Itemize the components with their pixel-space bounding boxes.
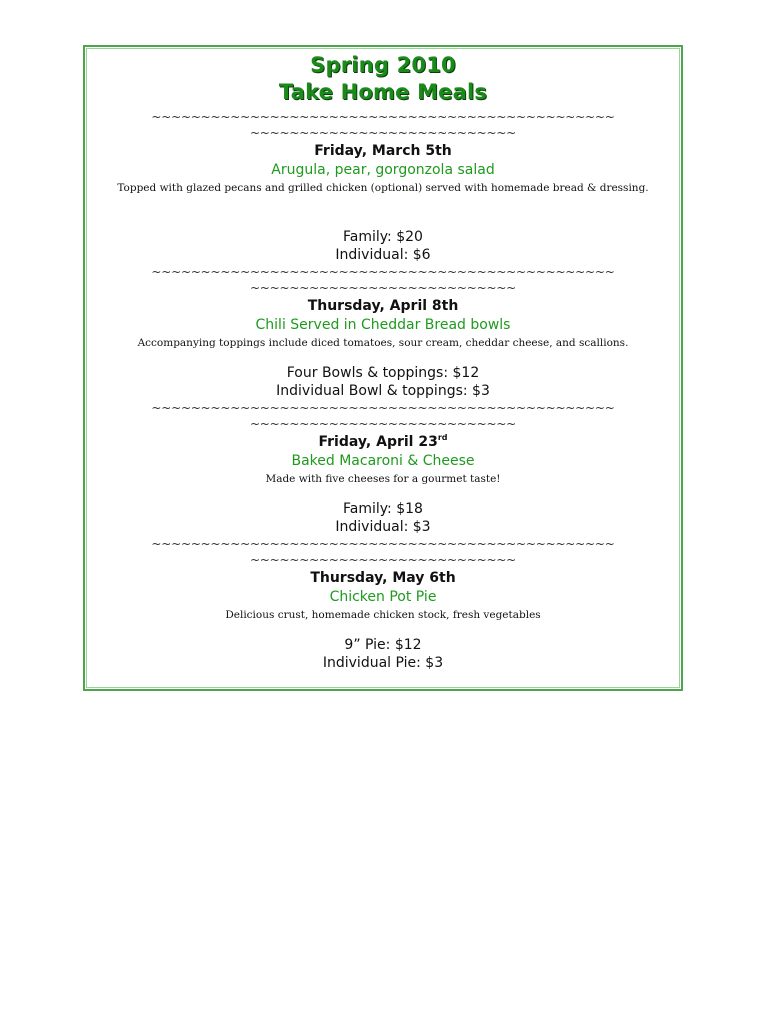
meal-description: Topped with glazed pecans and grilled chicken (optional) served with homemade bread & dressing. — [117, 182, 649, 194]
meal-section-1 — [85, 142, 681, 264]
title-heading: Take Home Meals — [278, 80, 488, 104]
meal-section-4 — [85, 569, 681, 672]
divider-short: ~~~~~~~~~~~~~~~~~~~~~~~~~~~ — [249, 281, 517, 295]
meal-dish: Arugula, pear, gorgonzola salad — [271, 162, 495, 178]
meal-date-text: Friday, April 23 — [318, 434, 438, 450]
page-title — [85, 52, 681, 106]
meal-description: Delicious crust, homemade chicken stock, fresh vegetables — [225, 609, 541, 621]
divider — [85, 400, 681, 432]
meal-date: Friday, March 5th — [314, 143, 452, 159]
meal-prices — [85, 500, 681, 536]
divider-long: ~~~~~~~~~~~~~~~~~~~~~~~~~~~~~~~~~~~~~~~~~~~~~~~ — [151, 537, 615, 551]
meal-price-individual: Individual: $3 — [335, 519, 431, 535]
meal-dish: Baked Macaroni & Cheese — [291, 453, 475, 469]
meal-description: Made with five cheeses for a gourmet taste! — [265, 473, 501, 485]
meal-prices — [85, 636, 681, 672]
meal-price-primary: Four Bowls & toppings: $12 — [286, 365, 480, 381]
divider-long: ~~~~~~~~~~~~~~~~~~~~~~~~~~~~~~~~~~~~~~~~~~~~~~~ — [151, 110, 615, 124]
meal-price-individual: Individual: $6 — [335, 247, 431, 263]
divider-short: ~~~~~~~~~~~~~~~~~~~~~~~~~~~ — [249, 126, 517, 140]
divider — [85, 536, 681, 568]
meal-price-individual: Individual Bowl & toppings: $3 — [276, 383, 490, 399]
meal-price-primary: Family: $18 — [343, 501, 423, 517]
menu-flyer — [83, 45, 683, 691]
meal-prices — [85, 364, 681, 400]
meal-dish: Chili Served in Cheddar Bread bowls — [255, 317, 511, 333]
title-season: Spring 2010 — [310, 53, 456, 77]
meal-price-primary: Family: $20 — [343, 229, 423, 245]
meal-section-3 — [85, 433, 681, 536]
meal-prices — [85, 228, 681, 264]
divider — [85, 264, 681, 296]
divider-short: ~~~~~~~~~~~~~~~~~~~~~~~~~~~ — [249, 553, 517, 567]
divider-long: ~~~~~~~~~~~~~~~~~~~~~~~~~~~~~~~~~~~~~~~~~~~~~~~ — [151, 265, 615, 279]
meal-dish: Chicken Pot Pie — [329, 589, 437, 605]
divider-long: ~~~~~~~~~~~~~~~~~~~~~~~~~~~~~~~~~~~~~~~~~~~~~~~ — [151, 401, 615, 415]
meal-date-ordinal: rd — [437, 433, 448, 442]
meal-date — [85, 433, 681, 452]
meal-section-2 — [85, 297, 681, 400]
meal-description: Accompanying toppings include diced tomatoes, sour cream, cheddar cheese, and scallions. — [137, 337, 629, 349]
meal-date: Thursday, May 6th — [310, 570, 456, 586]
meal-date: Thursday, April 8th — [307, 298, 459, 314]
meal-price-primary: 9” Pie: $12 — [344, 637, 422, 653]
meal-price-individual: Individual Pie: $3 — [322, 655, 444, 671]
divider-short: ~~~~~~~~~~~~~~~~~~~~~~~~~~~ — [249, 417, 517, 431]
divider — [85, 109, 681, 141]
